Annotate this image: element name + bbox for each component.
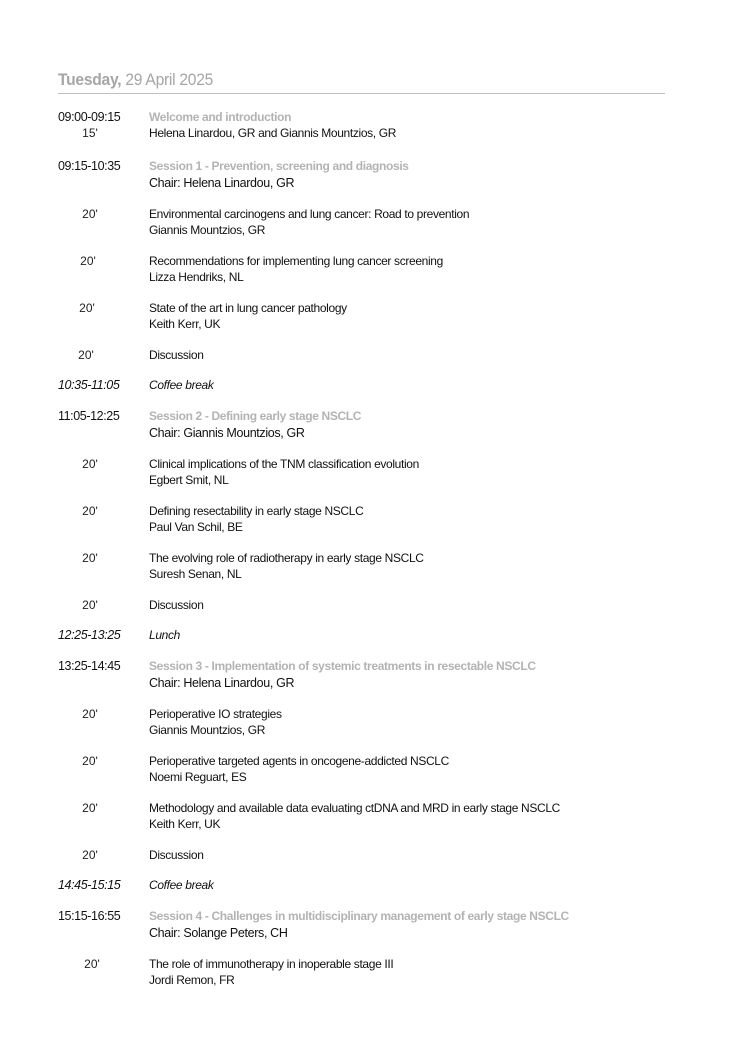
talk-duration: 20' (82, 457, 98, 471)
talk-duration: 20' (82, 504, 98, 518)
day-name: Tuesday, (58, 70, 122, 89)
talk-title: The role of immunotherapy in inoperable stage III (149, 957, 394, 971)
heading-divider (58, 93, 665, 94)
speaker: Keith Kerr, UK (149, 817, 221, 831)
talk-duration: 20' (82, 707, 98, 721)
session-time: 09:15-10:35 (58, 159, 121, 173)
session-time: 13:25-14:45 (58, 659, 121, 673)
session-chair: Chair: Giannis Mountzios, GR (149, 426, 305, 440)
talk-duration: 20' (82, 207, 98, 221)
speaker: Noemi Reguart, ES (149, 770, 247, 784)
talk-title: Perioperative IO strategies (149, 707, 282, 721)
talk-duration: 20' (82, 551, 98, 565)
speaker: Paul Van Schil, BE (149, 520, 243, 534)
talk-title: Discussion (149, 348, 204, 362)
slot-duration: 15' (82, 126, 98, 140)
session-chair: Chair: Helena Linardou, GR (149, 676, 295, 690)
session-chair: Chair: Solange Peters, CH (149, 926, 288, 940)
talk-duration: 20' (80, 254, 96, 268)
talk-title: Perioperative targeted agents in oncogene-addicted NSCLC (149, 754, 449, 768)
talk-title: Environmental carcinogens and lung cancer: Road to prevention (149, 207, 470, 221)
speaker: Suresh Senan, NL (149, 567, 242, 581)
speaker: Giannis Mountzios, GR (149, 723, 266, 737)
talk-title: Discussion (149, 848, 204, 862)
day-date: 29 April 2025 (125, 70, 214, 89)
break-label: Lunch (149, 628, 180, 642)
session-time: 11:05-12:25 (58, 409, 120, 423)
slot-title: Welcome and introduction (149, 110, 292, 124)
talk-duration: 20' (82, 848, 98, 862)
talk-duration: 20' (78, 348, 94, 362)
speaker: Giannis Mountzios, GR (149, 223, 266, 237)
talk-duration: 20' (82, 801, 98, 815)
talk-duration: 20' (79, 301, 95, 315)
speaker: Keith Kerr, UK (149, 317, 221, 331)
talk-duration: 20' (82, 598, 98, 612)
talk-title: Defining resectability in early stage NSCLC (149, 504, 364, 518)
speaker: Egbert Smit, NL (149, 473, 229, 487)
session-title: Session 4 - Challenges in multidisciplinary management of early stage NSCLC (149, 909, 569, 923)
talk-title: Methodology and available data evaluating ctDNA and MRD in early stage NSCLC (149, 801, 560, 815)
talk-title: State of the art in lung cancer pathology (149, 301, 347, 315)
session-title: Session 3 - Implementation of systemic treatments in resectable NSCLC (149, 659, 536, 673)
session-title: Session 2 - Defining early stage NSCLC (149, 409, 362, 423)
break-label: Coffee break (149, 878, 214, 892)
speaker: Helena Linardou, GR and Giannis Mountzios, GR (149, 126, 397, 140)
break-time: 12:25-13:25 (58, 628, 121, 642)
break-time: 10:35-11:05 (58, 378, 120, 392)
talk-title: Discussion (149, 598, 204, 612)
talk-duration: 20' (82, 754, 98, 768)
day-heading (58, 70, 213, 90)
session-title: Session 1 - Prevention, screening and diagnosis (149, 159, 409, 173)
speaker: Jordi Remon, FR (149, 973, 235, 987)
slot-time: 09:00-09:15 (58, 110, 121, 124)
talk-title: Clinical implications of the TNM classification evolution (149, 457, 419, 471)
speaker: Lizza Hendriks, NL (149, 270, 244, 284)
talk-title: The evolving role of radiotherapy in early stage NSCLC (149, 551, 424, 565)
talk-duration: 20' (84, 957, 100, 971)
session-chair: Chair: Helena Linardou, GR (149, 176, 295, 190)
break-time: 14:45-15:15 (58, 878, 121, 892)
talk-title: Recommendations for implementing lung cancer screening (149, 254, 443, 268)
session-time: 15:15-16:55 (58, 909, 121, 923)
break-label: Coffee break (149, 378, 214, 392)
